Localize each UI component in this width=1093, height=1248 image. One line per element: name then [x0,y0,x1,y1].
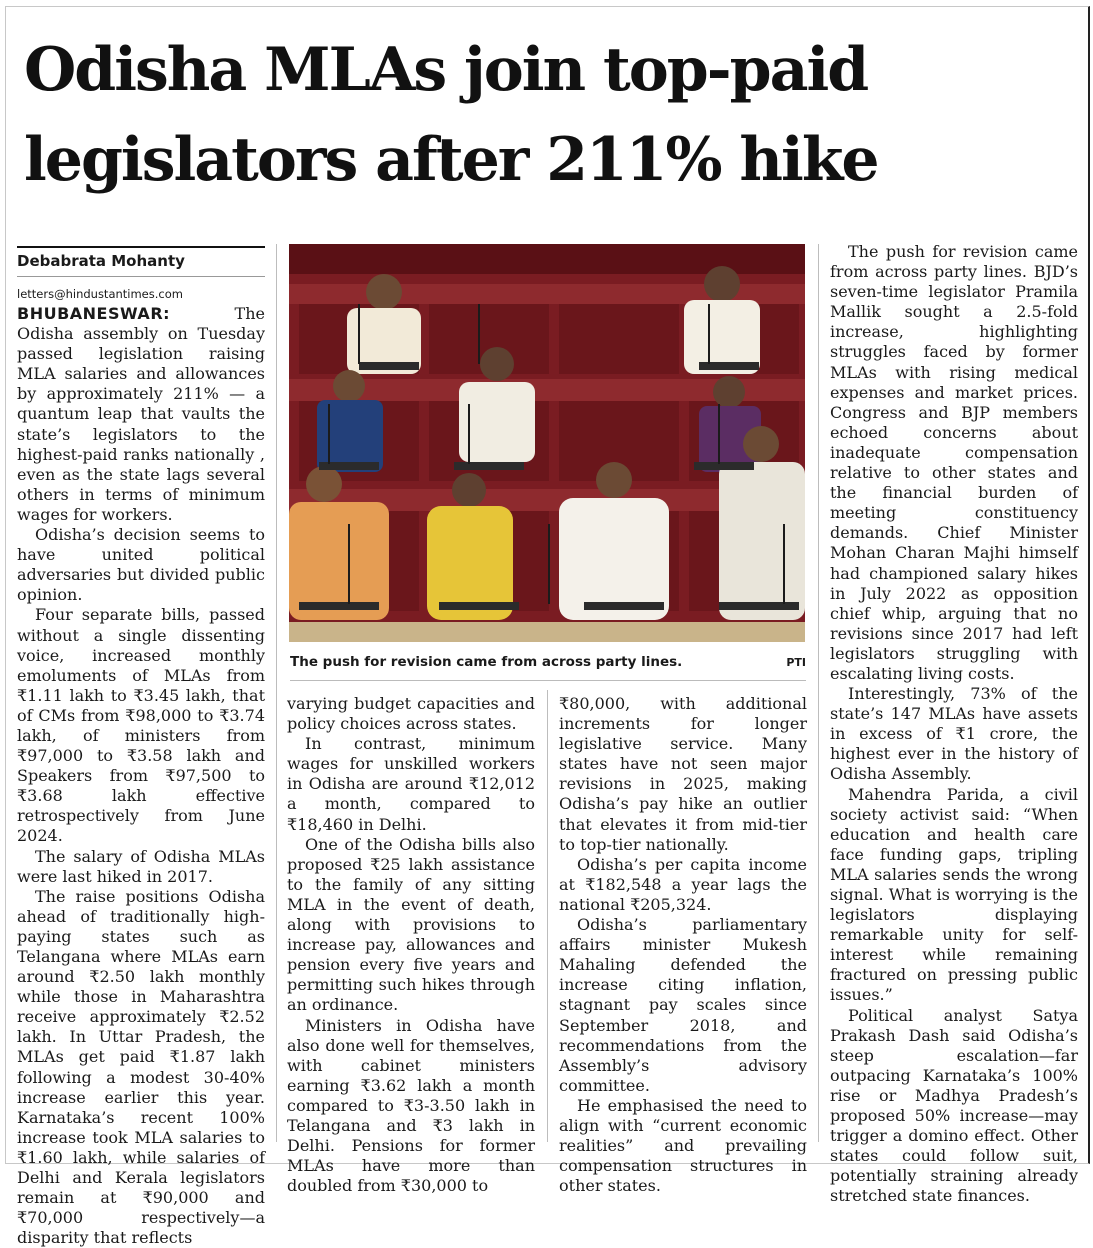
column-divider [276,244,277,1142]
column-divider [818,244,819,1142]
paragraph: He emphasised the need to align with “current economic realities” and prevailing compensation structures in other states. [559,1095,807,1196]
headline: Odisha MLAs join top-paid legislators after 211% hike [24,35,878,195]
paragraph: The raise positions Odisha ahead of traditionally high-paying states such as Telangana where MLAs earn around ₹2.50 lakh monthly while those in Maharashtra receive approximately ₹2.52 lakh. In Uttar Pradesh, the MLAs get paid ₹1.87 lakh following a modest 30-40% increase earlier this year. Karnataka’s recent 100% increase took MLA salaries to ₹1.60 lakh, while salaries of Delhi and Kerala legislators remain at ₹90,000 and ₹70,000 respectively—a disparity that reflects [17,886,265,1248]
paragraph: Mahendra Parida, a civil society activist said: “When education and health care face funding gaps, tripling MLA salaries sends the wrong signal. What is worrying is the legislators displaying remarkable unity for self-interest while remaining fractured on pressing public issues.” [830,784,1078,1005]
dateline: BHUBANESWAR: [17,304,171,323]
byline [17,246,265,301]
column-divider [547,690,548,1142]
paragraph: Odisha’s parliamentary affairs minister Mukesh Mahaling defended the increase citing inflation, stagnant pay scales since September 2018, and recommendations from the Assembly’s advisory committee. [559,915,807,1095]
paragraph: The push for revision came from across party lines. BJD’s seven-time legislator Pramila Mallik sought a 2.5-fold increase, highlighting struggles faced by former MLAs with rising medical expenses and market prices. Congress and BJP members echoed concerns about inadequate compensation relative to other states and the financial burden of meeting constituency demands. Chief Minister Mohan Charan Majhi himself had championed salary hikes in July 2022 as opposition chief whip, arguing that no revisions since 2017 had left legislators struggling with escalating living costs. [830,242,1078,683]
photo-credit: PTI [786,656,806,669]
byline-name: Debabrata Mohanty [17,246,265,270]
photo-caption-row [290,653,806,671]
paragraph: Four separate bills, passed without a single dissenting voice, increased monthly emoluments of MLAs from ₹1.11 lakh to ₹3.45 lakh, that of CMs from ₹98,000 to ₹3.74 lakh, of ministers from ₹97,000 to ₹3.58 lakh and Speakers from ₹97,500 to ₹3.68 lakh effective retrospectively from June 2024. [17,605,265,846]
column-1 [17,304,265,1248]
legislators-seated-image [289,244,805,642]
paragraph: In contrast, minimum wages for unskilled workers in Odisha are around ₹12,012 a month, compared to ₹18,460 in Delhi. [287,734,535,834]
photo-caption: The push for revision came from across party lines. [290,654,683,670]
paragraph: One of the Odisha bills also proposed ₹25 lakh assistance to the family of any sitting MLA in the event of death, along with provisions to increase pay, allowances and pension every five years and permitting such hikes through an ordinance. [287,834,535,1015]
paragraph: Odisha’s decision seems to have united political adversaries but divided public opinion. [17,525,265,605]
byline-email: letters@hindustantimes.com [17,287,183,301]
continued-paragraph: varying budget capacities and policy choices across states. [287,694,535,734]
paragraph: The salary of Odisha MLAs were last hiked in 2017. [17,846,265,886]
paragraph: Political analyst Satya Prakash Dash said Odisha’s steep escalation—far outpacing Karnataka’s 100% rise or Madhya Pradesh’s proposed 50% increase—may trigger a domino effect. Other states could follow suit, potentially straining already stretched state finances. [830,1005,1078,1206]
continued-paragraph: ₹80,000, with additional increments for longer legislative service. Many states have not seen major revisions in 2025, making Odisha’s pay hike an outlier that elevates it from mid-tier to top-tier nationally. [559,694,807,854]
assembly-photo [289,244,805,642]
paragraph: Interestingly, 73% of the state’s 147 MLAs have assets in excess of ₹1 crore, the highest ever in the history of Odisha Assembly. [830,684,1078,784]
caption-divider [290,680,806,681]
lead-paragraph [17,304,265,525]
lead-text: The Odisha assembly on Tuesday passed legislation raising MLA salaries and allowances by approximately 211% — a quantum leap that vaults the state’s legislators to the highest-paid ranks nationally , even as the state lags several others in terms of minimum wages for workers. [17,304,265,524]
paragraph: Odisha’s per capita income at ₹182,548 a year lags the national ₹205,324. [559,854,807,914]
paragraph: Ministers in Odisha have also done well for themselves, with cabinet ministers earning ₹3.62 lakh a month compared to ₹3-3.50 lakh in Telangana and ₹3 lakh in Delhi. Pensions for former MLAs have more than doubled from ₹30,000 to [287,1015,535,1196]
column-4 [830,242,1078,1207]
column-2 [287,694,535,1196]
column-3 [559,694,807,1196]
byline-divider [17,276,265,277]
